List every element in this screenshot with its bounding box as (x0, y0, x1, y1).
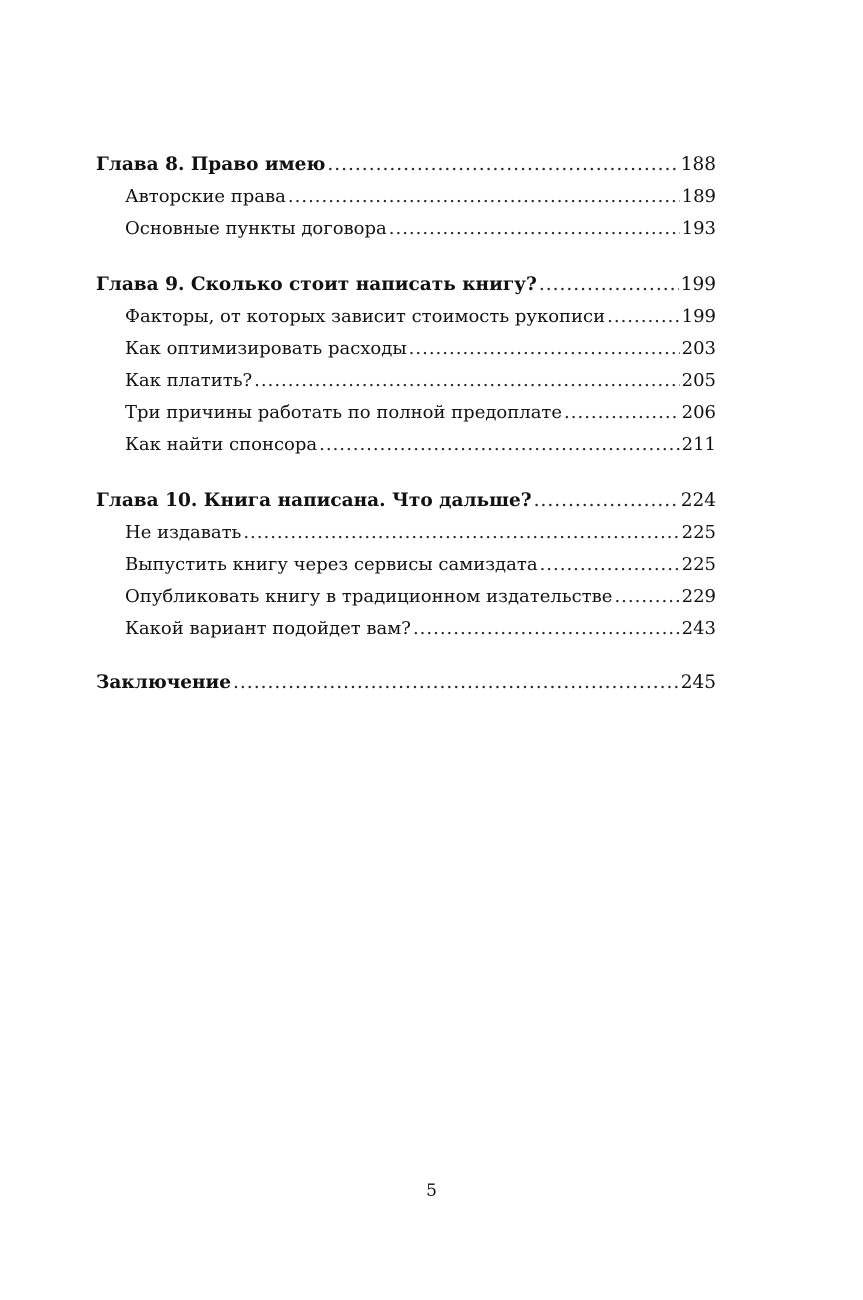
toc-leader-dots (389, 213, 680, 245)
toc-section-chapter-8 (96, 149, 716, 245)
toc-subsection-entry[interactable] (96, 181, 716, 213)
toc-subsection-entry[interactable] (96, 517, 716, 549)
toc-subsection-entry[interactable] (96, 301, 716, 333)
toc-chapter-title: Глава 8. Право имею (96, 154, 326, 175)
toc-leader-dots (319, 429, 680, 461)
toc-subsection-title: Факторы, от которых зависит стоимость рукописи (125, 306, 606, 327)
toc-leader-dots (327, 149, 678, 181)
toc-subsection-entry[interactable] (96, 429, 716, 461)
toc-subsection-entry[interactable] (96, 581, 716, 613)
toc-subsection-title: Какой вариант подойдет вам? (125, 618, 411, 639)
toc-subsection-entry[interactable] (96, 365, 716, 397)
toc-subsection-title: Авторские права (125, 186, 286, 207)
toc-subsection-title: Три причины работать по полной предоплате (125, 402, 563, 423)
toc-subsection-title: Опубликовать книгу в традиционном издательстве (125, 586, 613, 607)
toc-conclusion-entry[interactable] (96, 667, 716, 699)
toc-page-number: 199 (680, 274, 716, 295)
toc-subsection-entry[interactable] (96, 397, 716, 429)
toc-subsection-title: Как платить? (125, 370, 253, 391)
toc-page-number: 243 (681, 618, 716, 639)
toc-page-number: 188 (680, 154, 716, 175)
toc-section-chapter-9 (96, 269, 716, 461)
toc-leader-dots (607, 301, 680, 333)
toc-section-conclusion (96, 667, 716, 699)
section-spacer (96, 461, 716, 485)
toc-leader-dots (564, 397, 680, 429)
toc-chapter-entry[interactable] (96, 269, 716, 301)
toc-leader-dots (413, 613, 680, 645)
toc-page-number: 206 (681, 402, 716, 423)
toc-subsection-title: Основные пункты договора (125, 218, 387, 239)
toc-leader-dots (233, 667, 679, 699)
toc-page-number: 245 (680, 672, 716, 693)
toc-page-number: 205 (681, 370, 716, 391)
toc-leader-dots (288, 181, 680, 213)
toc-chapter-entry[interactable] (96, 485, 716, 517)
toc-subsection-entry[interactable] (96, 549, 716, 581)
toc-leader-dots (254, 365, 679, 397)
toc-section-chapter-10 (96, 485, 716, 645)
toc-leader-dots (534, 485, 679, 517)
toc-subsection-title: Не издавать (125, 522, 242, 543)
section-spacer (96, 645, 716, 667)
toc-leader-dots (243, 517, 679, 549)
toc-page-number: 189 (681, 186, 716, 207)
toc-subsection-entry[interactable] (96, 613, 716, 645)
toc-subsection-title: Выпустить книгу через сервисы самиздата (125, 554, 538, 575)
toc-subsection-title: Как оптимизировать расходы (125, 338, 407, 359)
toc-page-number: 199 (681, 306, 716, 327)
toc-chapter-title: Глава 9. Сколько стоит написать книгу? (96, 274, 537, 295)
toc-page-number: 225 (681, 522, 716, 543)
toc-page-number: 211 (681, 434, 716, 455)
toc-leader-dots (409, 333, 680, 365)
toc-leader-dots (540, 549, 680, 581)
toc-subsection-entry[interactable] (96, 213, 716, 245)
toc-page-number: 193 (681, 218, 716, 239)
toc-leader-dots (539, 269, 679, 301)
section-spacer (96, 245, 716, 269)
page-footer-number: 5 (426, 1181, 437, 1201)
toc-page-number: 203 (681, 338, 716, 359)
toc-chapter-entry[interactable] (96, 149, 716, 181)
toc-leader-dots (614, 581, 679, 613)
toc-page-number: 229 (681, 586, 716, 607)
toc-subsection-entry[interactable] (96, 333, 716, 365)
toc-chapter-title: Глава 10. Книга написана. Что дальше? (96, 490, 532, 511)
toc-conclusion-title: Заключение (96, 672, 232, 693)
toc-subsection-title: Как найти спонсора (125, 434, 318, 455)
toc-page-number: 224 (680, 490, 716, 511)
toc-page-number: 225 (681, 554, 716, 575)
table-of-contents (96, 149, 716, 699)
